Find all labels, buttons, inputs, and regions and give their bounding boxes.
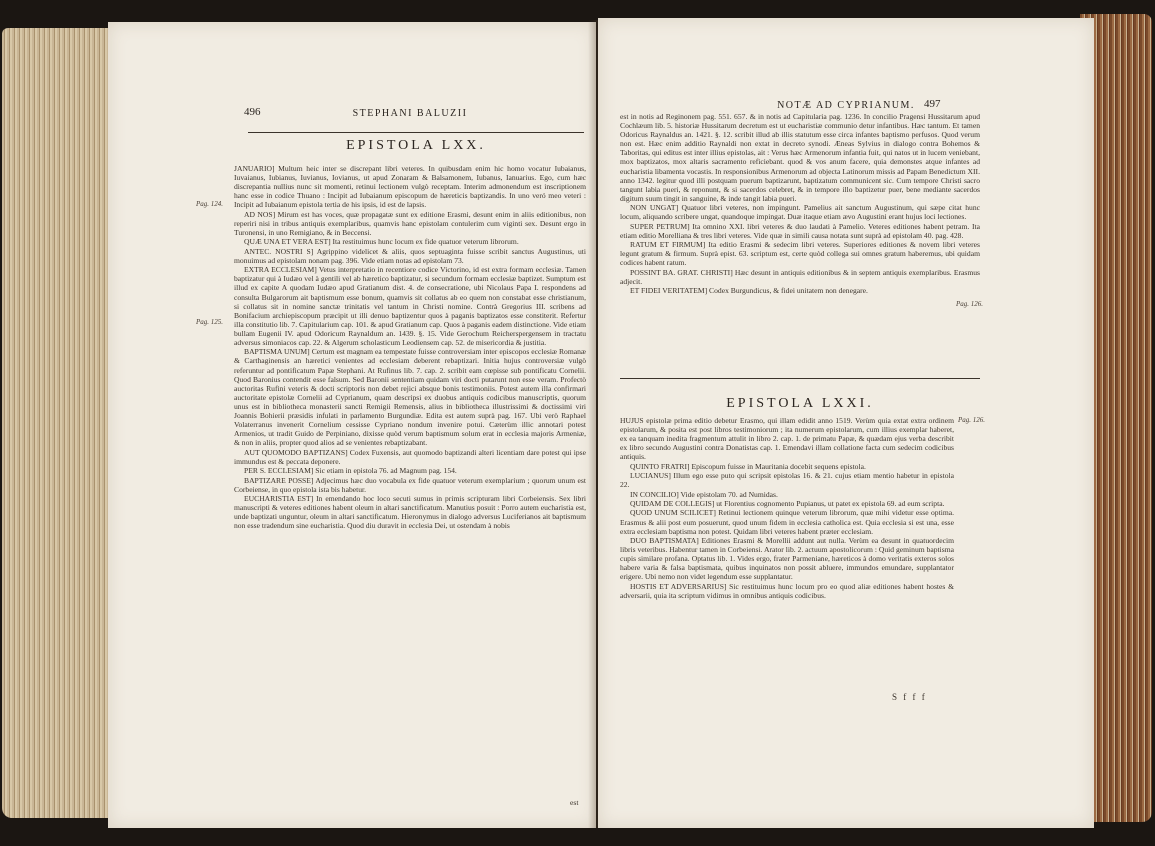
paragraph: QUINTO FRATRI] Episcopum fuisse in Mauritania docebit sequens epistola. [630, 461, 866, 471]
right-running-head: NOTÆ AD CYPRIANUM. [777, 100, 915, 111]
paragraph: BAPTIZARE POSSE] Adjecimus hæc duo vocabula ex fide quatuor veterum exemplarium ; quorum unum est Corbeiense, in quo epistola ista bis habetur. [234, 475, 586, 494]
right-page-body-top [620, 112, 980, 384]
paragraph: est in notis ad Reginonem pag. 551. 657. & in notis ad Capitularia pag. 1236. In concilio Pragensi Hussitarum apud Cochlæum lib. 5. historiæ Hussitarum decretum est ut eucharistiæ communio detur infantibus. Hæc tantum. Et tamen Odoricus Raynaldus an. 1421. §. 12. scribit illud ab illis statutum esse circa infantes baptismo perfusos. Quod verum non est. Hæc enim additio Raynaldi non extat in decreto synodi. Æneas Sylvius in dialogo contra Bohemos & Taboritas, qui editus est inter illius epistolas, ait : Verus hæc Armenorum infantia fuit, qui natos ut in lucem veniebant, mox baptizatos, mox altaris sacramento reficiebant. quod & vos anum facere, quia demonstes atque infantes ad eucharistia libamenta vocastis. In responsionibus Armenorum ad objecta Latinorum missis ad Papam Benedictum XII. anno 1342. legitur quod illi postquam puerum baptizarunt, baptizatum communicent sic. Cum tempore Christi sacro tangunt labia pueri, & reponunt, & si sacerdos celebret, & in tempore illo baptizetur puer, bene mediante sacerdos digitum suum tingit in sanguine, & inde tangit labia pueri. [620, 112, 980, 203]
left-margin-note-1: Pag. 124. [196, 200, 224, 208]
paragraph: DUO BAPTISMATA] Editiones Erasmi & Morellii addunt aut nulla. Verùm ea desunt in quatuordecim libris veteribus. Habentur tamen in Corbeiensi. Arator lib. 2. actuum apostolicorum : Quid geminum baptisma cupis similare profana. Optatus lib. 1. Vides ergo, frater Parmeniane, hæreticos à domo veritatis exteros solos habere varia & falsa baptismata, quibus inquinatos non possit abluere, immundos emundare, supplantator erigere. Ubi nemo non videt legendum esse supplantatur. [620, 536, 954, 582]
signature-mark: S f f f [892, 692, 927, 702]
paragraph: POSSINT BA. GRAT. CHRISTI] Hæc desunt in antiquis editionibus & in septem antiquis exemplaribus. Erasmus adjecit. [620, 267, 980, 286]
paragraph: JANUARIO] Multum heic inter se discrepant libri veteres. In quibusdam enim hic homo vocatur Iubaianus, Iuvaianus, Iubianus, Iuvianus, Iovianus, ut apud Zonaram & Balsamonem, Iubanus, Ianuarius. Ego, cum hæc discrepantia nullius nunc sit momenti, retinui lectionem vulgò receptam. Interim admonendum est inscriptionem hanc esse in codice Thuano : Incipit ad Iubaianum episcopum de hæreticis baptizandis. In uno veró meo veteri : Incipit ad Iubaianum epistola tertia de his ipsis, id est de lapsis. [234, 164, 586, 210]
right-page-number: 497 [924, 98, 941, 110]
left-epistle-title: EPISTOLA LXX. [346, 138, 486, 153]
paragraph: QUÆ UNA ET VERA EST] Ita restituimus hunc locum ex fide quatuor veterum librorum. [244, 237, 519, 247]
paragraph: LUCIANUS] Illum ego esse puto qui scripsit epistolas 16. & 21. cujus etiam mentio habetur in epistola 22. [620, 471, 954, 490]
paragraph: HOSTIS ET ADVERSARIUS] Sic restituimus hunc locum pro eo quod aliæ editiones habent hostes & adversarii, quia ita scriptum vidimus in omnibus antiquis codicibus. [620, 581, 954, 600]
right-section-rule [620, 378, 980, 379]
left-page-body [234, 164, 586, 790]
paragraph: BAPTISMA UNUM] Certum est magnam ea tempestate fuisse controversiam inter episcopos ecclesiæ Romanæ & Carthaginensis an hæretici venientes ad ecclesiam deberent rebaptizari. Initia hujus controversiæ vulgò referuntur ad pontificatum Papæ Stephani. At Rufinus lib. 7. cap. 2. scribit eam cœpisse sub pontificatu Cornelii. Quod Baronius contendit esse falsum. Sed Baronii sententiam quidam viri docti putarunt non esse veram. Profectò auctoritas Rufini veteris & docti scriptoris non debet rejici absque bonis testimoniis. Potest autem illa confirmari auctoritate epistolæ Cornelii ad Cyprianum, quam descripsi ex duobus antiquis codicibus manuscriptis, quorum unus est in bibliotheca monasterii sancti Remigii Remensis, alius in bibliotheca illustrissimi & doctissimi viri Joannis Bohierii præsidis infulati in parlamento Burgundiæ. Edita est autem suprà pag. 167. Ubi verò Raphael Volaterranus invenerit Cornelium cessisse Cypriano nondum invenire potui. Cæterùm illic annotari potest Armenios, ut tradit Guido de Perpiniano, dixisse quòd verum baptismum solum erat in ecclesia majoris Armeniæ, & non in aliis, propter quod alios ad se venientes rebaptizabant. [234, 347, 586, 448]
paragraph: ANTEC. NOSTRI S] Agrippino videlicet & aliis, quos septuaginta fuisse scribit sanctus Augustinus, uti monuimus ad epistolam nonam pag. 396. Vide etiam notas ad epistolam 73. [234, 246, 586, 265]
right-page-body-bottom [620, 416, 954, 698]
paragraph: EXTRA ECCLESIAM] Vetus interpretatio in recentiore codice Victorino, id est extra formam ecclesiæ. Tamen baptizatur qui à Iudæo vel à gentili vel ab hæretico baptizatur, si secundum formam ecclesiæ baptizet. Sumptum est illud ex capite A quodam Iudæo apud Gratianum dist. 4. de consecratione, ubi Nicolaus Papa I. respondens ad consulta Bulgarorum ait baptismum esse bonum, quamvis sit collatus ab eo quem non constabat esse christianum, si collatus sit in nomine sanctæ trinitatis vel tantum in Christi nomine. Contrà Gregorius III. scribens ad Bonifacium archiepiscopum præcipit ut illi denuo baptizentur quos à paganis baptizatos esse constiterit. Refertur illa constitutio lib. 7. Capitularium cap. 101. & apud Gratianum cap. Quos à paganis eadem distinctione. Vide etiam bullam Eugenii IV. apud Odoricum Raynaldum an. 1439. §. 15. Vide Gerochum Reicherspergensem in tractatu adversus simoniacos cap. 22. & Algerum scholasticum Leodiensem cap. 52. de misericordia & justitia. [234, 265, 586, 347]
paragraph: HUJUS epistolæ prima editio debetur Erasmo, qui illam edidit anno 1519. Verùm quia extat extra ordinem epistolarum, & posita est post libros testimoniorum ; ita numerum epistolarum, cum illius exemplar haberet, ex ea tanquam inedita fragmentum attulit in libro 2. cap. 1. de primatu Papæ, & quædam ejus verba describit ex libro secundo Augustini contra Donatistas cap. 1. Emendavi illam collatione facta cum sedecim codicibus antiquis. [620, 416, 954, 462]
paragraph: AUT QUOMODO BAPTIZANS] Codex Fuxensis, aut quomodo baptizandi alteri licentiam dare potest qui ipse immundus est & peccata deponere. [234, 447, 586, 466]
right-margin-note-2: Pag. 126. [958, 416, 986, 424]
paragraph: SUPER PETRUM] Ita omnino XXI. libri veteres & duo laudati à Pamelio. Veteres editiones habent petram. Ita etiam editio Morelliana & tres libri veteres. Vide quæ in simili causa notata sunt suprà ad epistolam 40. pag. 428. [620, 221, 980, 240]
paragraph: IN CONCILIO] Vide epistolam 70. ad Numidas. [630, 489, 778, 499]
paragraph: AD NOS] Mirum est has voces, quæ propagatæ sunt ex editione Erasmi, desunt enim in aliis editionibus, non reperiri nisi in tribus antiquis exemplaribus, quamvis hanc epistolam contulerim cum viginti sex. Desunt ergo in Turonensi, in uno Remigiano, & in Beccensi. [234, 209, 586, 237]
right-margin-note-1: Pag. 126. [956, 300, 984, 308]
left-page-number: 496 [244, 106, 261, 118]
paragraph: RATUM ET FIRMUM] Ita editio Erasmi & sedecim libri veteres. Superiores editiones & novem libri veteres legunt gratum & firmum. Suprà epist. 63. scriptum est, certe quòd collega sui omnes gratum haberemus, ubi quidam codices habent ratum. [620, 240, 980, 268]
paragraph: ET FIDEI VERITATEM] Codex Burgundicus, & fidei unitatem non denegare. [630, 286, 868, 296]
left-catchword: est [570, 798, 579, 807]
paragraph: EUCHARISTIA EST] In emendando hoc loco secuti sumus in primis scripturam libri Corbeiensis. Sex libri manuscripti & veteres editiones habent oleum in altari sanctificatum. Manutius posuit : Porro autem eucharistia est, unde baptizati unguntur, oleum in altari sanctificatum. Hieronymus in dialogo adversus Luciferianos ait baptismum non esse tradendum sine eucharistia. Quod diu duravit in ecclesia Dei, ut ostendam à nobis [234, 494, 586, 531]
paragraph: QUOD UNUM SCILICET] Retinui lectionem quinque veterum librorum, quæ mihi videtur esse optima. Erasmus & alii post eum posuerunt, quod unum fidem in ecclesia catholica est. Quia ecclesia si est una, esse extra ecclesiam baptisma non potest. Quidam libri veteres habent præter ecclesiam. [620, 508, 954, 536]
paragraph: PER S. ECCLESIAM] Sic etiam in epistola 76. ad Magnum pag. 154. [244, 466, 457, 476]
paragraph: NON UNGAT] Quatuor libri veteres, non impingunt. Pamelius ait sanctum Augustinum, qui sæpe citat hunc locum, aliquando scribere ungat, quandoque impingat. Duæ itaque etiam ævo Augustini erant hujus loci lectiones. [620, 203, 980, 222]
paragraph: QUIDAM DE COLLEGIS] ut Florentius cognomento Pupianus, ut patet ex epistola 69. ad eum scripta. [630, 499, 945, 509]
left-running-head: STEPHANI BALUZII [352, 108, 468, 119]
left-margin-note-2: Pag. 125. [196, 318, 224, 326]
left-header-rule [248, 132, 584, 133]
right-page [598, 18, 1094, 828]
left-page [108, 22, 596, 828]
right-epistle-title: EPISTOLA LXXI. [726, 396, 874, 411]
